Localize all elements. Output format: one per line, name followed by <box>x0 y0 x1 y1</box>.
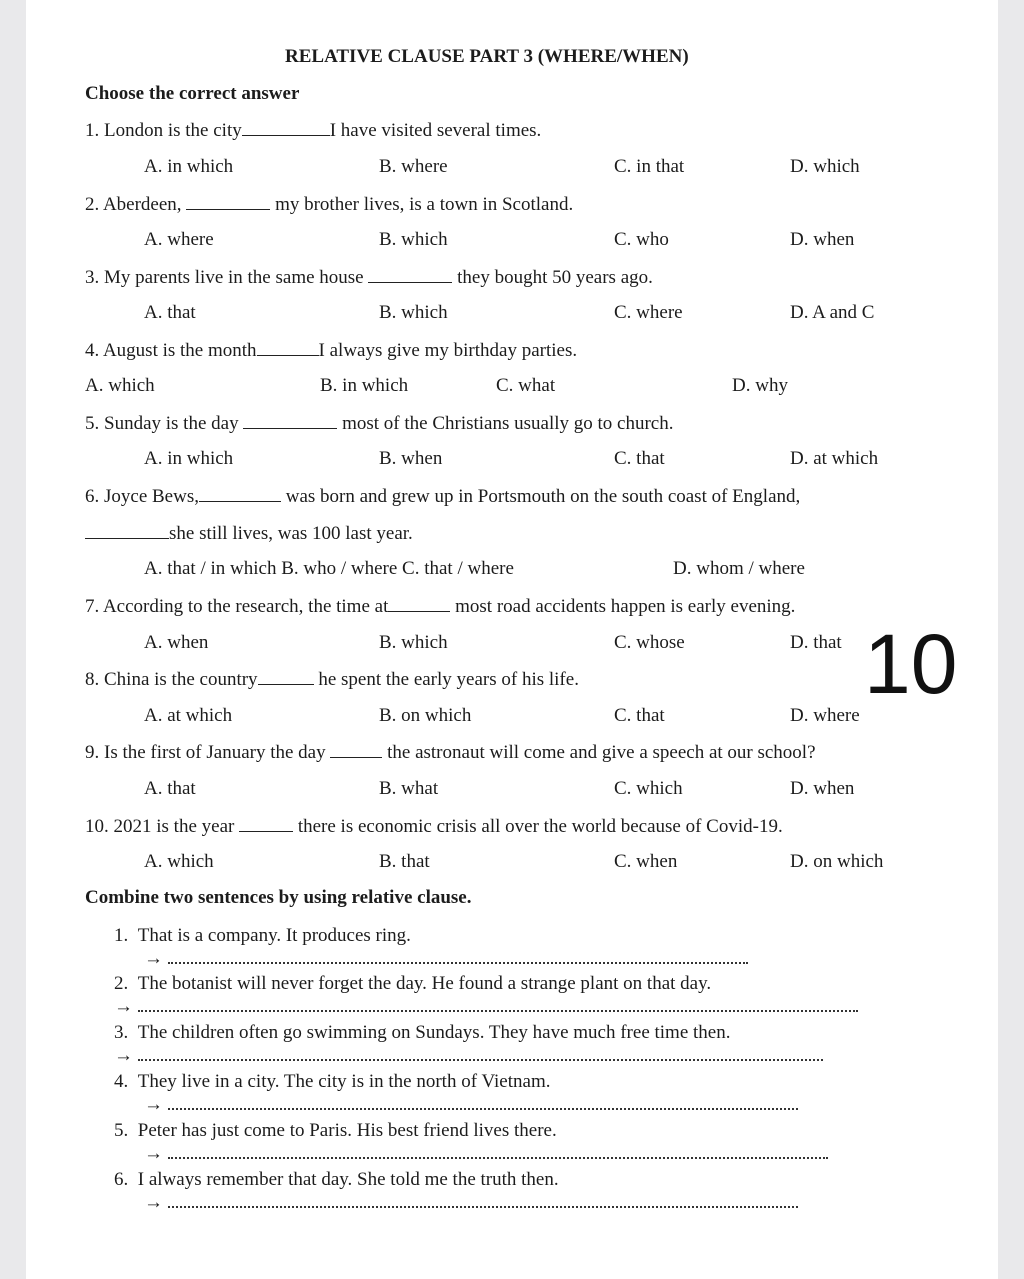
combine-6-number: 6. <box>114 1169 129 1190</box>
question-3-blank <box>368 266 452 283</box>
question-9 <box>85 741 816 764</box>
q7-option-a: A. when <box>144 632 209 653</box>
combine-6-answer-line <box>144 1192 798 1214</box>
q7-option-d: D. that <box>790 632 842 653</box>
question-10-text-start: 10. 2021 is the year <box>85 816 235 837</box>
q1-option-a: A. in which <box>144 156 234 177</box>
combine-4-answer-line <box>144 1094 798 1116</box>
question-1-text-end: I have visited several times. <box>329 120 542 141</box>
question-5 <box>85 412 673 435</box>
question-8-text-start: 8. China is the country <box>85 669 258 690</box>
question-9-blank <box>330 741 382 758</box>
question-2-text-end: my brother lives, is a town in Scotland. <box>275 194 574 215</box>
combine-item-5 <box>114 1120 557 1142</box>
question-10-blank <box>239 815 293 832</box>
score-mark: 10 <box>864 617 958 711</box>
q3-option-a: A. that <box>144 302 196 323</box>
combine-item-3 <box>114 1022 730 1044</box>
question-6-text-middle: was born and grew up in Portsmouth on the south coast of England, <box>285 486 801 507</box>
combine-item-6 <box>114 1169 559 1191</box>
q2-option-b: B. which <box>379 229 448 250</box>
question-6 <box>85 485 800 508</box>
q7-option-b: B. which <box>379 632 448 653</box>
combine-2-answer-line <box>114 996 858 1018</box>
q9-option-b: B. what <box>379 778 439 799</box>
question-2 <box>85 193 573 216</box>
combine-5-answer-line <box>144 1143 828 1165</box>
combine-5-dotted-line <box>168 1145 828 1159</box>
worksheet-page <box>26 0 998 1279</box>
question-8-blank <box>258 668 314 685</box>
question-10 <box>85 815 783 838</box>
question-7-text-end: most road accidents happen is early evening. <box>455 596 796 617</box>
question-5-text-end: most of the Christians usually go to church. <box>342 413 674 434</box>
question-5-text-start: 5. Sunday is the day <box>85 413 239 434</box>
question-7-text-start: 7. According to the research, the time at <box>85 596 389 617</box>
q6-option-d: D. whom / where <box>673 558 805 579</box>
q3-option-c: C. where <box>614 302 683 323</box>
question-3-text-start: 3. My parents live in the same house <box>85 267 364 288</box>
combine-6-dotted-line <box>168 1194 798 1208</box>
q7-option-c: C. whose <box>614 632 685 653</box>
question-6-text-start: 6. Joyce Bews, <box>85 486 199 507</box>
question-8 <box>85 668 579 691</box>
q10-option-d: D. on which <box>790 851 884 872</box>
arrow-icon: → <box>114 996 133 1017</box>
q8-option-b: B. on which <box>379 705 472 726</box>
q10-option-a: A. which <box>144 851 214 872</box>
combine-item-4 <box>114 1071 550 1093</box>
combine-2-text: The botanist will never forget the day. He found a strange plant on that day. <box>137 973 712 994</box>
q5-option-b: B. when <box>379 448 443 469</box>
combine-2-number: 2. <box>114 973 129 994</box>
combine-5-number: 5. <box>114 1120 129 1141</box>
q9-option-d: D. when <box>790 778 855 799</box>
question-3-text-end: they bought 50 years ago. <box>457 267 653 288</box>
q10-option-c: C. when <box>614 851 678 872</box>
question-4-text-start: 4. August is the month <box>85 340 257 361</box>
q2-option-c: C. who <box>614 229 669 250</box>
q4-option-c: C. what <box>496 375 556 396</box>
combine-1-dotted-line <box>168 950 748 964</box>
q5-option-d: D. at which <box>790 448 879 469</box>
question-4 <box>85 339 577 362</box>
question-3 <box>85 266 653 289</box>
combine-3-text: The children often go swimming on Sundays. They have much free time then. <box>137 1022 731 1043</box>
combine-2-dotted-line <box>138 998 858 1012</box>
q4-option-a: A. which <box>85 375 155 396</box>
q8-option-d: D. where <box>790 705 860 726</box>
question-1-blank <box>242 119 330 136</box>
question-6-blank-1 <box>199 485 281 502</box>
question-6-blank-2 <box>85 522 169 539</box>
combine-3-dotted-line <box>138 1047 823 1061</box>
combine-4-dotted-line <box>168 1096 798 1110</box>
arrow-icon: → <box>144 948 163 969</box>
q1-option-c: C. in that <box>614 156 685 177</box>
question-1 <box>85 119 541 142</box>
q3-option-d: D. A and C <box>790 302 875 323</box>
q8-option-a: A. at which <box>144 705 233 726</box>
q10-option-b: B. that <box>379 851 430 872</box>
q2-option-a: A. where <box>144 229 214 250</box>
combine-6-text: I always remember that day. She told me the truth then. <box>137 1169 559 1190</box>
question-2-text-start: 2. Aberdeen, <box>85 194 182 215</box>
q9-option-c: C. which <box>614 778 683 799</box>
q4-option-d: D. why <box>732 375 788 396</box>
section-combine-heading: Combine two sentences by using relative clause. <box>85 887 472 908</box>
q5-option-c: C. that <box>614 448 665 469</box>
question-7-blank <box>388 595 450 612</box>
question-5-blank <box>243 412 337 429</box>
question-1-text-start: 1. London is the city <box>85 120 242 141</box>
page-title: RELATIVE CLAUSE PART 3 (WHERE/WHEN) <box>285 46 689 67</box>
q6-options-abc: A. that / in which B. who / where C. that / where <box>144 558 514 579</box>
combine-3-number: 3. <box>114 1022 129 1043</box>
q1-option-d: D. which <box>790 156 860 177</box>
question-6-line-2 <box>85 522 413 545</box>
question-4-text-end: I always give my birthday parties. <box>318 340 578 361</box>
combine-3-answer-line <box>114 1045 823 1067</box>
combine-item-2 <box>114 973 711 995</box>
combine-1-answer-line <box>144 948 748 970</box>
question-6-text-end: she still lives, was 100 last year. <box>169 523 413 544</box>
q1-option-b: B. where <box>379 156 448 177</box>
question-4-blank <box>257 339 319 356</box>
combine-4-text: They live in a city. The city is in the north of Vietnam. <box>137 1071 551 1092</box>
combine-1-number: 1. <box>114 925 129 946</box>
question-8-text-end: he spent the early years of his life. <box>318 669 579 690</box>
combine-4-number: 4. <box>114 1071 129 1092</box>
q4-option-b: B. in which <box>320 375 409 396</box>
question-9-text-end: the astronaut will come and give a speech at our school? <box>387 742 816 763</box>
q2-option-d: D. when <box>790 229 855 250</box>
q3-option-b: B. which <box>379 302 448 323</box>
question-10-text-end: there is economic crisis all over the world because of Covid-19. <box>297 816 783 837</box>
q8-option-c: C. that <box>614 705 665 726</box>
arrow-icon: → <box>144 1143 163 1164</box>
question-2-blank <box>186 193 270 210</box>
combine-item-1 <box>114 925 411 947</box>
q5-option-a: A. in which <box>144 448 234 469</box>
section-choose-heading: Choose the correct answer <box>85 83 300 104</box>
q9-option-a: A. that <box>144 778 196 799</box>
question-9-text-start: 9. Is the first of January the day <box>85 742 326 763</box>
arrow-icon: → <box>144 1192 163 1213</box>
combine-1-text: That is a company. It produces ring. <box>137 925 411 946</box>
arrow-icon: → <box>114 1045 133 1066</box>
question-7 <box>85 595 795 618</box>
combine-5-text: Peter has just come to Paris. His best friend lives there. <box>137 1120 557 1141</box>
arrow-icon: → <box>144 1094 163 1115</box>
